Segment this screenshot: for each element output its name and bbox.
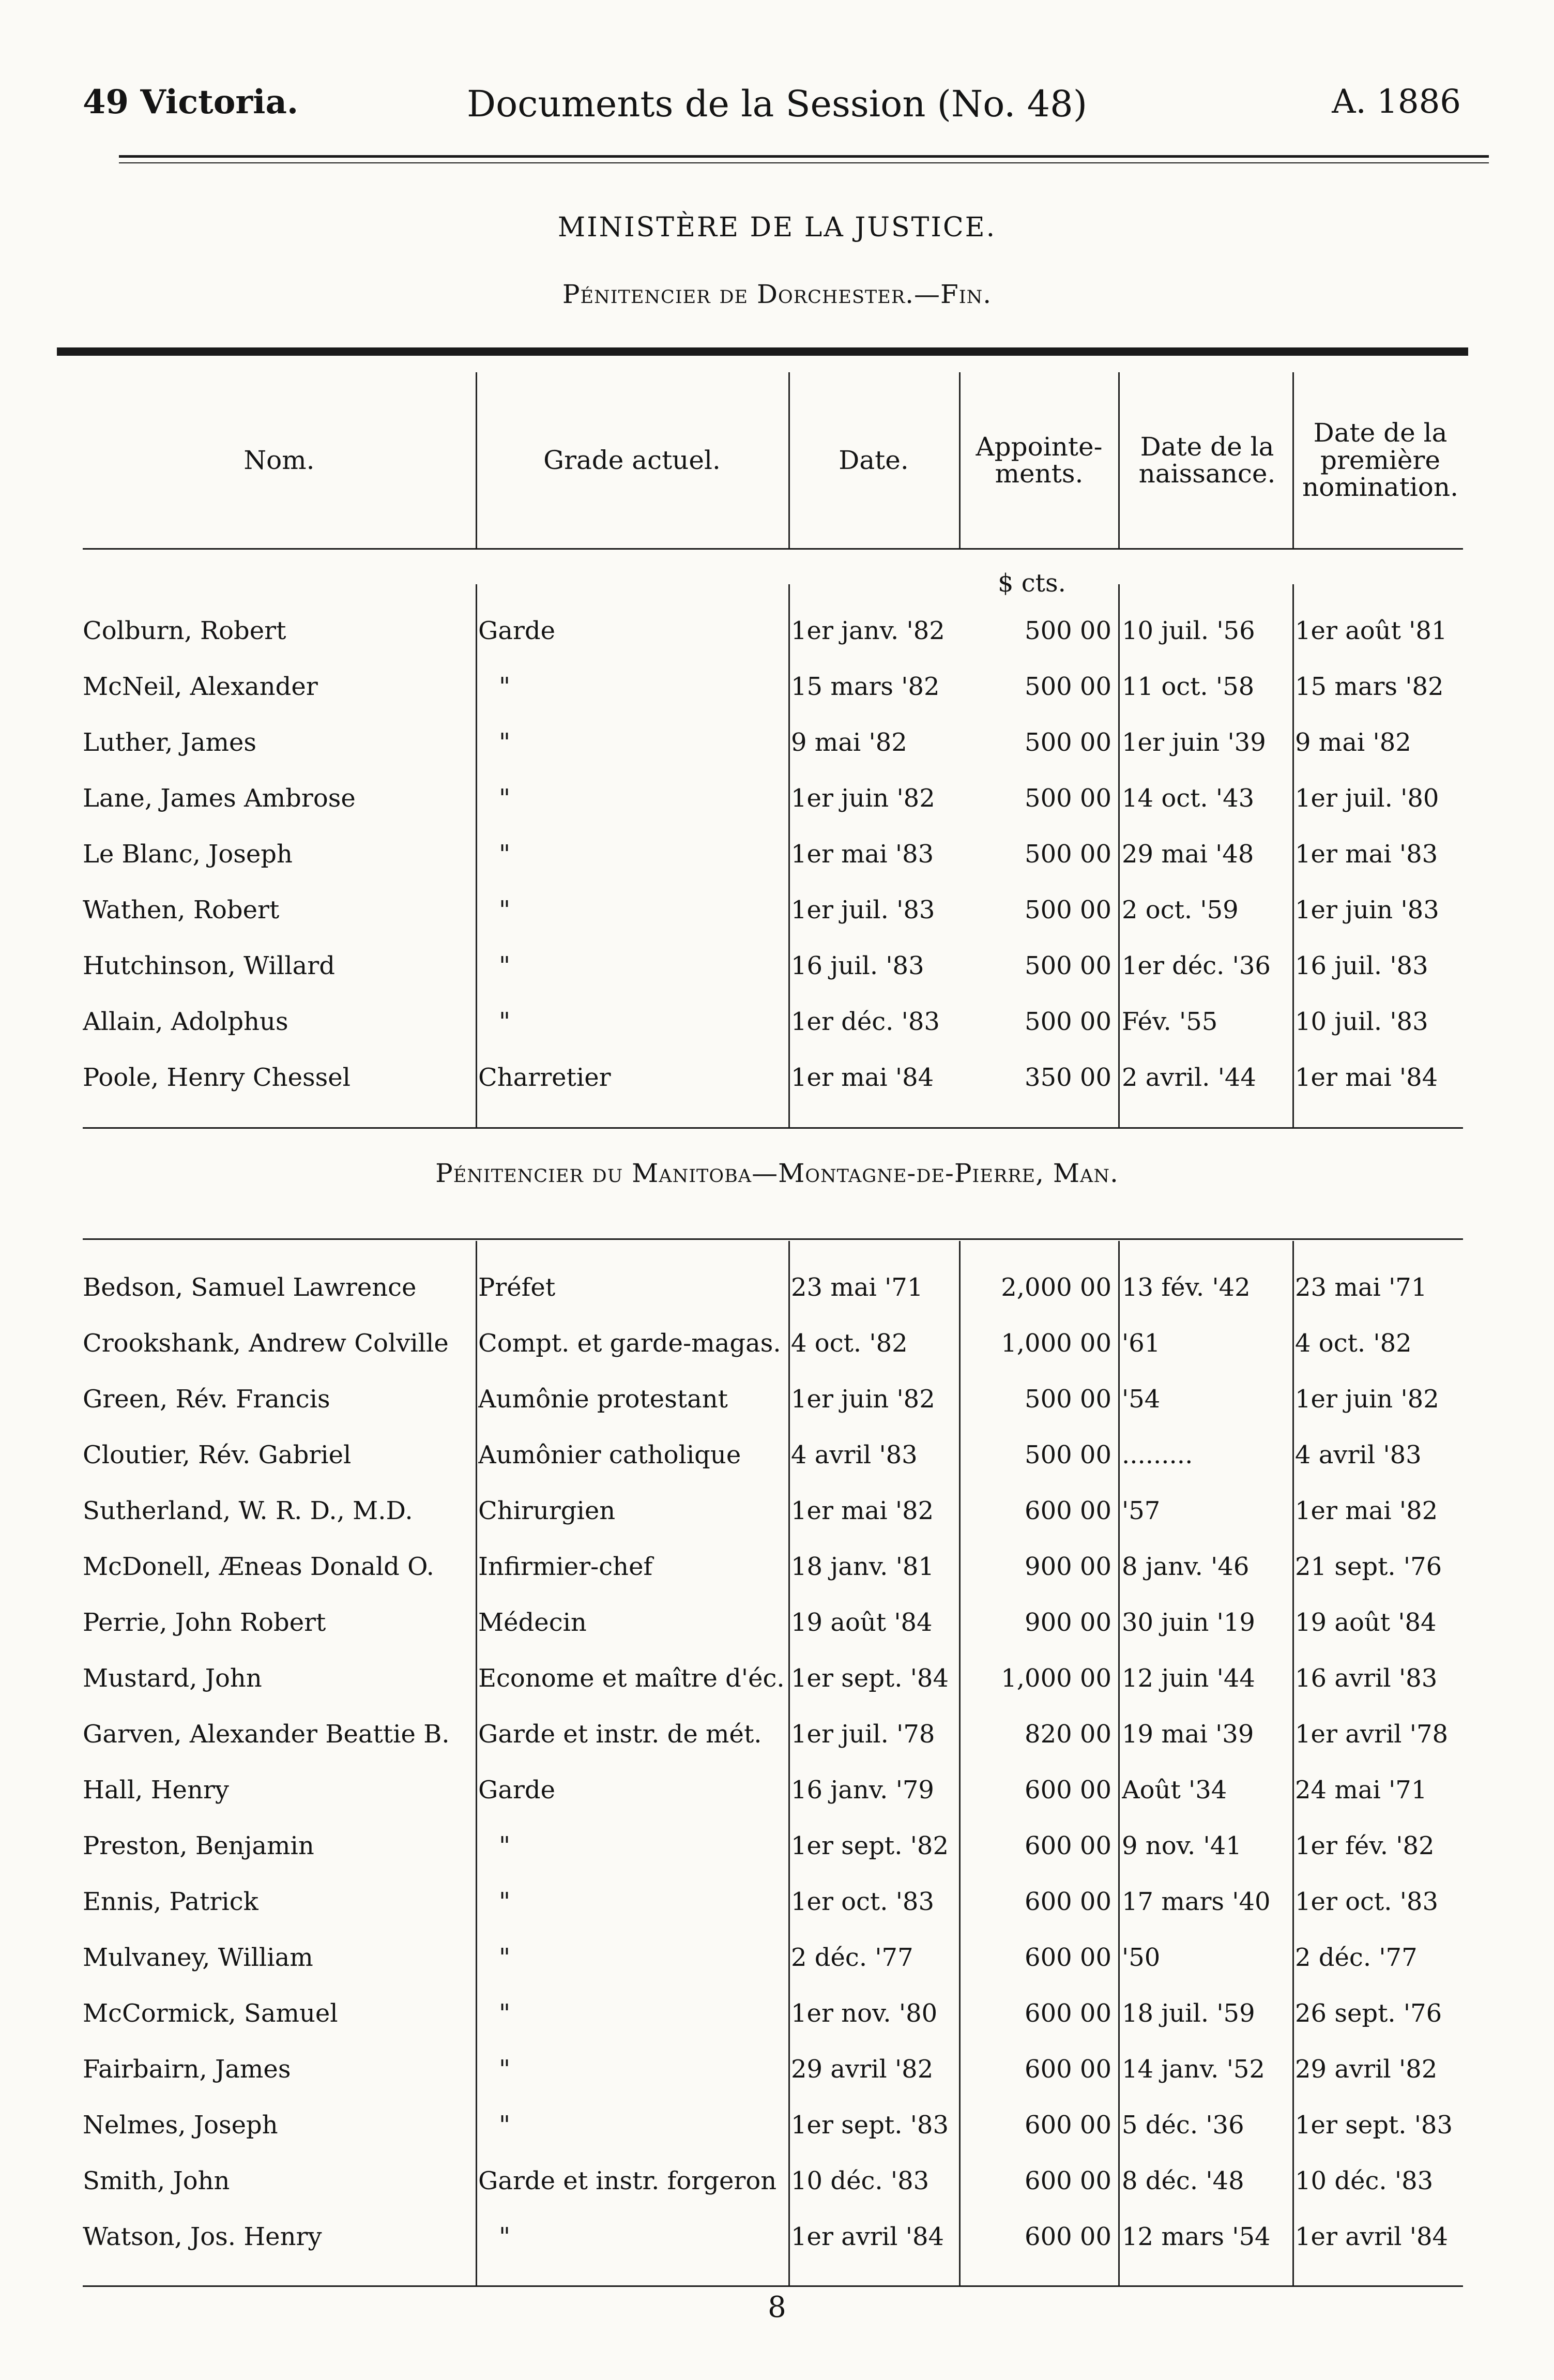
cell-naissance: 13 fév. '42	[1122, 1273, 1251, 1302]
cell-premiere: 4 avril '83	[1295, 1441, 1422, 1469]
cell-appointements: 500 00	[1025, 672, 1111, 701]
col-header-grade: Grade actuel.	[543, 445, 721, 475]
table-row	[0, 1988, 1554, 2039]
cell-naissance: 12 mars '54	[1122, 2222, 1271, 2251]
cell-premiere: 1er avril '84	[1295, 2222, 1449, 2251]
cell-grade: Garde et instr. forgeron	[478, 2166, 777, 2195]
cell-nom: Le Blanc, Joseph	[83, 840, 293, 869]
col-header-date: Date.	[839, 445, 909, 475]
column-divider	[788, 372, 790, 548]
cell-naissance: 11 oct. '58	[1122, 672, 1255, 701]
cell-date: 1er oct. '83	[791, 1887, 935, 1916]
cell-grade: "	[499, 951, 511, 980]
cell-date: 1er mai '84	[791, 1063, 934, 1092]
section2-top-rule	[83, 1238, 1463, 1240]
table-row	[0, 828, 1554, 880]
cell-nom: Hutchinson, Willard	[83, 951, 335, 980]
cell-nom: Mustard, John	[83, 1664, 262, 1693]
cell-date: 1er juin '82	[791, 784, 935, 813]
cell-appointements: 500 00	[1025, 951, 1111, 980]
cell-date: 18 janv. '81	[791, 1552, 934, 1581]
cell-nom: Poole, Henry Chessel	[83, 1063, 351, 1092]
year-label: A. 1886	[1332, 83, 1461, 121]
cell-naissance: .........	[1122, 1441, 1193, 1469]
table-row	[0, 884, 1554, 936]
table-row	[0, 940, 1554, 992]
table-top-rule	[57, 347, 1468, 356]
cell-nom: Crookshank, Andrew Colville	[83, 1329, 449, 1358]
cell-naissance: 2 oct. '59	[1122, 896, 1239, 924]
cell-nom: Colburn, Robert	[83, 616, 286, 645]
cell-premiere: 10 juil. '83	[1295, 1007, 1428, 1036]
cell-appointements: 350 00	[1025, 1063, 1111, 1092]
table-row	[0, 1876, 1554, 1928]
cell-grade: Charretier	[478, 1063, 611, 1092]
cell-date: 1er sept. '83	[791, 2111, 949, 2140]
col-header-premiere: Date de la première nomination.	[1302, 418, 1458, 503]
cell-grade: "	[499, 840, 511, 869]
table-row	[0, 772, 1554, 824]
table-row	[0, 1541, 1554, 1593]
cell-nom: Green, Rév. Francis	[83, 1385, 330, 1414]
table-row	[0, 1052, 1554, 1103]
cell-nom: Watson, Jos. Henry	[83, 2222, 322, 2251]
table-row	[0, 2155, 1554, 2207]
cell-naissance: 10 juil. '56	[1122, 616, 1255, 645]
cell-appointements: 500 00	[1025, 1007, 1111, 1036]
cell-appointements: 600 00	[1025, 1887, 1111, 1916]
cell-nom: Ennis, Patrick	[83, 1887, 258, 1916]
cell-grade: Chirurgien	[478, 1496, 616, 1525]
header-rule	[119, 155, 1489, 158]
cell-date: 1er sept. '82	[791, 1831, 949, 1860]
table-row	[0, 1429, 1554, 1481]
cell-naissance: 14 oct. '43	[1122, 784, 1255, 813]
cell-premiere: 24 mai '71	[1295, 1776, 1427, 1805]
table-row	[0, 1653, 1554, 1704]
cell-date: 1er juil. '83	[791, 896, 935, 924]
cell-date: 16 janv. '79	[791, 1776, 934, 1805]
cell-appointements: 500 00	[1025, 784, 1111, 813]
table-header	[0, 372, 1554, 548]
cell-date: 16 juil. '83	[791, 951, 924, 980]
cell-naissance: '61	[1122, 1329, 1161, 1358]
table-row	[0, 661, 1554, 713]
cell-premiere: 23 mai '71	[1295, 1273, 1427, 1302]
cell-naissance: '54	[1122, 1385, 1161, 1414]
ministry-title: MINISTÈRE DE LA JUSTICE.	[557, 212, 997, 243]
cell-appointements: 500 00	[1025, 896, 1111, 924]
cell-date: 1er nov. '80	[791, 1999, 938, 2028]
cell-premiere: 16 juil. '83	[1295, 951, 1428, 980]
cell-grade: "	[499, 1887, 511, 1916]
cell-nom: Mulvaney, William	[83, 1943, 313, 1972]
section-title-dorchester: Pénitencier de Dorchester.—Fin.	[562, 279, 992, 309]
cell-appointements: 2,000 00	[1001, 1273, 1111, 1302]
table-row	[0, 1262, 1554, 1313]
table-row	[0, 1373, 1554, 1425]
cell-grade: "	[499, 1943, 511, 1972]
cell-premiere: 1er mai '83	[1295, 840, 1438, 869]
cell-date: 29 avril '82	[791, 2055, 934, 2084]
cell-date: 1er mai '82	[791, 1496, 934, 1525]
cell-naissance: 19 mai '39	[1122, 1720, 1254, 1749]
cell-grade: Préfet	[478, 1273, 556, 1302]
table-row	[0, 1820, 1554, 1872]
table-row	[0, 1708, 1554, 1760]
cell-premiere: 1er sept. '83	[1295, 2111, 1453, 2140]
cell-nom: Lane, James Ambrose	[83, 784, 356, 813]
cell-date: 1er mai '83	[791, 840, 934, 869]
cell-date: 1er janv. '82	[791, 616, 945, 645]
cell-grade: Garde et instr. de mét.	[478, 1720, 762, 1749]
cell-naissance: 17 mars '40	[1122, 1887, 1271, 1916]
cell-grade: "	[499, 2222, 511, 2251]
cell-grade: "	[499, 728, 511, 757]
cell-grade: Garde	[478, 1776, 556, 1805]
cell-nom: Garven, Alexander Beattie B.	[83, 1720, 450, 1749]
cell-appointements: 600 00	[1025, 1496, 1111, 1525]
cell-nom: Sutherland, W. R. D., M.D.	[83, 1496, 413, 1525]
cell-naissance: '50	[1122, 1943, 1161, 1972]
cell-naissance: 30 juin '19	[1122, 1608, 1255, 1637]
cell-grade: Aumônier catholique	[478, 1441, 741, 1469]
cell-premiere: 21 sept. '76	[1295, 1552, 1442, 1581]
table-row	[0, 1317, 1554, 1369]
units-label: $ cts.	[998, 569, 1066, 598]
cell-naissance: 5 déc. '36	[1122, 2111, 1244, 2140]
cell-nom: McNeil, Alexander	[83, 672, 318, 701]
col-header-appointements: Appointe-ments.	[976, 431, 1103, 489]
cell-grade: Econome et maître d'éc.	[478, 1664, 785, 1693]
cell-nom: Perrie, John Robert	[83, 1608, 326, 1637]
table-row	[0, 1485, 1554, 1537]
cell-nom: Smith, John	[83, 2166, 230, 2195]
table-bottom-rule	[83, 2285, 1463, 2287]
cell-grade: "	[499, 2055, 511, 2084]
cell-naissance: 18 juil. '59	[1122, 1999, 1255, 2028]
cell-appointements: 600 00	[1025, 2222, 1111, 2251]
cell-grade: Infirmier-chef	[478, 1552, 653, 1581]
cell-naissance: 14 janv. '52	[1122, 2055, 1265, 2084]
cell-grade: "	[499, 1007, 511, 1036]
cell-appointements: 600 00	[1025, 1943, 1111, 1972]
cell-date: 1er juil. '78	[791, 1720, 935, 1749]
cell-premiere: 1er juin '83	[1295, 896, 1439, 924]
cell-naissance: '57	[1122, 1496, 1161, 1525]
cell-premiere: 1er mai '84	[1295, 1063, 1438, 1092]
col-header-naissance: Date de la naissance.	[1138, 431, 1276, 489]
cell-premiere: 15 mars '82	[1295, 672, 1444, 701]
cell-nom: McDonell, Æneas Donald O.	[83, 1552, 434, 1581]
section1-bottom-rule	[83, 1127, 1463, 1129]
page-number: 8	[768, 2291, 786, 2324]
cell-grade: "	[499, 896, 511, 924]
cell-date: 10 déc. '83	[791, 2166, 930, 2195]
cell-grade: Aumônie protestant	[478, 1385, 728, 1414]
cell-premiere: 1er août '81	[1295, 616, 1448, 645]
cell-appointements: 600 00	[1025, 1776, 1111, 1805]
cell-premiere: 9 mai '82	[1295, 728, 1411, 757]
cell-premiere: 19 août '84	[1295, 1608, 1437, 1637]
cell-appointements: 1,000 00	[1001, 1664, 1111, 1693]
cell-grade: "	[499, 672, 511, 701]
cell-date: 23 mai '71	[791, 1273, 923, 1302]
cell-date: 15 mars '82	[791, 672, 940, 701]
cell-premiere: 2 déc. '77	[1295, 1943, 1418, 1972]
cell-nom: Bedson, Samuel Lawrence	[83, 1273, 417, 1302]
cell-premiere: 26 sept. '76	[1295, 1999, 1442, 2028]
cell-grade: "	[499, 2111, 511, 2140]
col-header-nom: Nom.	[243, 445, 315, 475]
table-row	[0, 2099, 1554, 2151]
table-row	[0, 605, 1554, 657]
running-head	[0, 78, 1554, 125]
cell-grade: "	[499, 1831, 511, 1860]
header-bottom-rule	[83, 548, 1463, 550]
cell-naissance: 1er juin '39	[1122, 728, 1266, 757]
cell-nom: McCormick, Samuel	[83, 1999, 338, 2028]
cell-grade: Compt. et garde-magas.	[478, 1329, 781, 1358]
cell-appointements: 600 00	[1025, 1999, 1111, 2028]
column-divider	[959, 372, 961, 548]
cell-grade: "	[499, 1999, 511, 2028]
cell-appointements: 600 00	[1025, 1831, 1111, 1860]
table-row	[0, 1932, 1554, 1983]
table-row	[0, 717, 1554, 768]
cell-appointements: 500 00	[1025, 1441, 1111, 1469]
cell-appointements: 500 00	[1025, 728, 1111, 757]
cell-premiere: 29 avril '82	[1295, 2055, 1438, 2084]
volume-label: 49 Victoria.	[83, 83, 299, 122]
cell-nom: Nelmes, Joseph	[83, 2111, 278, 2140]
cell-date: 1er juin '82	[791, 1385, 935, 1414]
cell-appointements: 500 00	[1025, 1385, 1111, 1414]
cell-date: 1er sept. '84	[791, 1664, 949, 1693]
cell-naissance: 2 avril. '44	[1122, 1063, 1256, 1092]
cell-appointements: 600 00	[1025, 2166, 1111, 2195]
cell-date: 2 déc. '77	[791, 1943, 913, 1972]
cell-date: 1er déc. '83	[791, 1007, 940, 1036]
column-divider	[476, 372, 477, 548]
cell-naissance: Fév. '55	[1122, 1007, 1218, 1036]
document-title: Documents de la Session (No. 48)	[466, 83, 1088, 125]
section-title-manitoba: Pénitencier du Manitoba—Montagne-de-Pierre, Man.	[435, 1158, 1119, 1188]
cell-date: 19 août '84	[791, 1608, 933, 1637]
cell-appointements: 500 00	[1025, 616, 1111, 645]
cell-nom: Hall, Henry	[83, 1776, 229, 1805]
cell-nom: Preston, Benjamin	[83, 1831, 314, 1860]
cell-premiere: 16 avril '83	[1295, 1664, 1438, 1693]
cell-naissance: 8 janv. '46	[1122, 1552, 1250, 1581]
table-row	[0, 1597, 1554, 1648]
cell-premiere: 1er avril '78	[1295, 1720, 1449, 1749]
cell-nom: Luther, James	[83, 728, 256, 757]
column-divider	[1118, 372, 1120, 548]
cell-premiere: 4 oct. '82	[1295, 1329, 1412, 1358]
cell-appointements: 600 00	[1025, 2055, 1111, 2084]
cell-premiere: 10 déc. '83	[1295, 2166, 1434, 2195]
cell-premiere: 1er mai '82	[1295, 1496, 1438, 1525]
cell-naissance: 1er déc. '36	[1122, 951, 1271, 980]
cell-premiere: 1er juin '82	[1295, 1385, 1439, 1414]
cell-naissance: 9 nov. '41	[1122, 1831, 1242, 1860]
cell-date: 4 oct. '82	[791, 1329, 908, 1358]
cell-grade: Garde	[478, 616, 556, 645]
cell-naissance: 29 mai '48	[1122, 840, 1254, 869]
table-row	[0, 2211, 1554, 2263]
cell-naissance: 12 juin '44	[1122, 1664, 1255, 1693]
cell-appointements: 600 00	[1025, 2111, 1111, 2140]
cell-appointements: 1,000 00	[1001, 1329, 1111, 1358]
cell-nom: Wathen, Robert	[83, 896, 280, 924]
cell-premiere: 1er juil. '80	[1295, 784, 1439, 813]
column-divider	[1292, 372, 1294, 548]
table-row	[0, 1764, 1554, 1816]
cell-date: 4 avril '83	[791, 1441, 918, 1469]
header-rule-thin	[119, 162, 1489, 163]
cell-date: 1er avril '84	[791, 2222, 944, 2251]
cell-premiere: 1er fév. '82	[1295, 1831, 1435, 1860]
cell-nom: Allain, Adolphus	[83, 1007, 288, 1036]
cell-naissance: Août '34	[1122, 1776, 1227, 1805]
cell-appointements: 900 00	[1025, 1552, 1111, 1581]
cell-grade: Médecin	[478, 1608, 587, 1637]
cell-naissance: 8 déc. '48	[1122, 2166, 1244, 2195]
cell-grade: "	[499, 784, 511, 813]
cell-appointements: 900 00	[1025, 1608, 1111, 1637]
cell-appointements: 820 00	[1025, 1720, 1111, 1749]
cell-premiere: 1er oct. '83	[1295, 1887, 1439, 1916]
cell-nom: Cloutier, Rév. Gabriel	[83, 1441, 352, 1469]
cell-date: 9 mai '82	[791, 728, 907, 757]
table-row	[0, 2043, 1554, 2095]
cell-appointements: 500 00	[1025, 840, 1111, 869]
table-row	[0, 996, 1554, 1048]
cell-nom: Fairbairn, James	[83, 2055, 291, 2084]
